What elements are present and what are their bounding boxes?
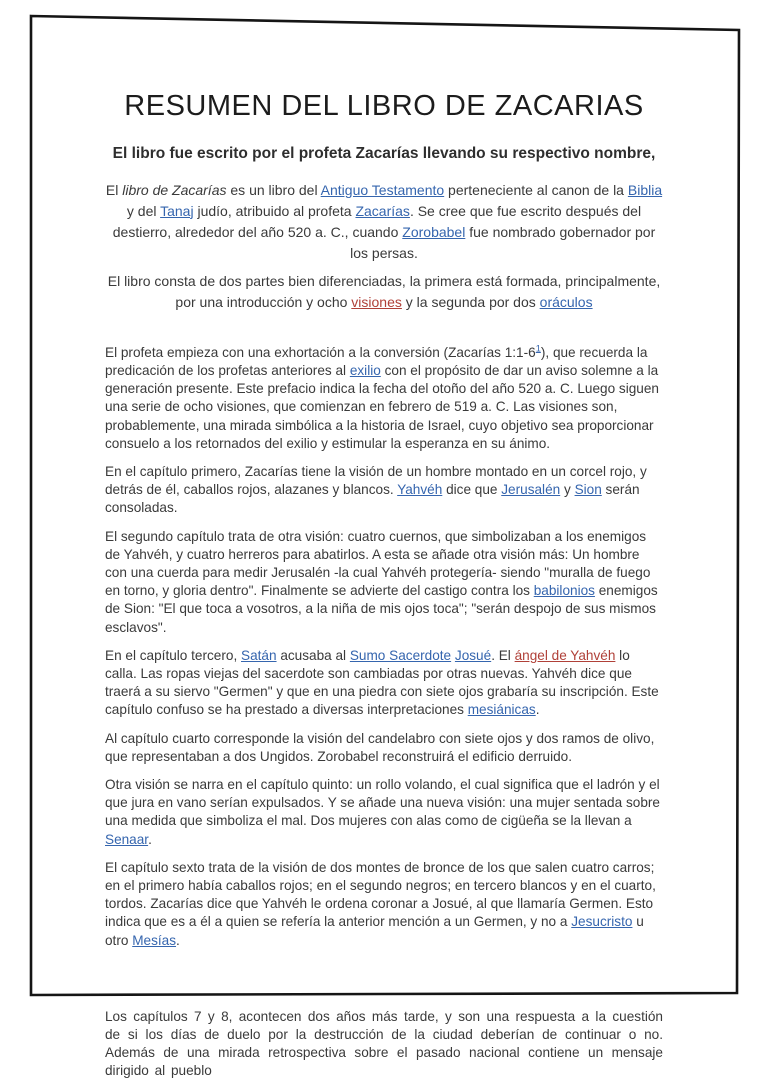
inline-link[interactable]: Zorobabel [402, 223, 466, 240]
inline-link[interactable]: 1 [535, 343, 541, 354]
document-content [105, 90, 663, 1091]
text-run: enemigos de Sion: "El que toca a vosotros, a la niña de mis ojos toca"; "serán despojo de sus mismos esclavos". [105, 583, 658, 635]
inline-link[interactable]: oráculos [539, 293, 593, 310]
text-run: . Se cree que fue escrito después del destierro, alrededor del año 520 a. C., cuando [112, 202, 642, 240]
text-run: es un libro del [226, 181, 321, 198]
paragraph [105, 859, 663, 950]
text-run: El segundo capítulo trata de otra visión: cuatro cuernos, que simbolizaban a los enemigos de Yahvéh, y cuatro herreros para abatirlos. A esta se añade otra visión más: Un hombre con una cuerda para medir Jerusalén -la cual Yahvéh protegería- siendo "muralla de fuego en torno, y gloria dentro". Finalmente se advierte del castigo contra los [105, 528, 651, 599]
text-run: ), que recuerda la predicación de los profetas anteriores al [105, 344, 648, 378]
text-run: Los capítulos 7 y 8, acontecen dos años más tarde, y son una respuesta a la cuestión de si los días de duelo por la destrucción de la ciudad deberían de continuar o no. Además de una mirada retrospectiva sobre el pasado nacional contiene un mensaje dirigido al pueblo [105, 1008, 663, 1079]
inline-link[interactable]: Josué [454, 647, 492, 663]
text-run: . [148, 831, 152, 847]
paragraph [105, 647, 663, 720]
inline-link[interactable]: Zacarías [355, 202, 410, 219]
inline-link[interactable]: ángel de Yahvéh [514, 647, 616, 663]
paragraph [105, 180, 663, 264]
inline-link[interactable]: visiones [351, 293, 402, 310]
paragraph [105, 271, 663, 313]
text-run: con el propósito de dar un aviso solemne a la generación presente. Este prefacio indica la fecha del otoño del año 520 a. C. Luego siguen una serie de ocho visiones, que comienzan en febrero de 519 a. C. Las visiones son, probablemente, una mirada simbólica a la historia de Israel, cuyo objetivo sea proporcionar consuelo a los retornados del exilio y estimular la esperanza en su ánimo. [105, 362, 659, 451]
text-run: acusaba al [276, 647, 350, 663]
text-run: En el capítulo primero, Zacarías tiene la visión de un hombre montado en un corcel rojo, y detrás de él, caballos rojos, alazanes y blancos. [105, 463, 647, 498]
text-run: El capítulo sexto trata de la visión de dos montes de bronce de los que salen cuatro carros; en el primero había caballos rojos; en el segundo negros; en tercero blancos y en el cuarto, tordos. Zacarías dice que Yahvéh le ordena coronar a Josué, al que llamaría Germen. Esto indica que es a él a quien se refería la anterior mención a un Germen, y no a [105, 859, 656, 930]
text-run: Otra visión se narra en el capítulo quinto: un rollo volando, el cual significa que el ladrón y el que jura en vano serían expulsados. Y se añade una nueva visión: una mujer sentada sobre una medida que simboliza el mal. Dos mujeres con alas como de cigüeña se la llevan a [105, 776, 660, 829]
text-run: El [105, 181, 123, 198]
inline-link[interactable]: Sumo Sacerdote [349, 647, 452, 663]
inline-link[interactable]: babilonios [533, 583, 595, 599]
paragraph [105, 344, 663, 453]
text-run: judío, atribuido al profeta [193, 202, 356, 219]
text-run: perteneciente al canon de la [444, 181, 628, 198]
paragraph [105, 463, 663, 518]
text-run: El libro consta de dos partes bien diferenciadas, la primera está formada, principalmente, por una introducción y ocho [107, 272, 661, 310]
paragraph [105, 1008, 663, 1081]
document-subtitle: El libro fue escrito por el profeta Zacarías llevando su respectivo nombre, [112, 145, 656, 163]
paragraph [105, 776, 663, 849]
inline-link[interactable]: Satán [241, 647, 277, 663]
text-run: . [176, 932, 180, 948]
text-run: lo calla. Las ropas viejas del sacerdote son cambiadas por otras nuevas. Yahvéh dice que traerá a su siervo "Germen" y que en una piedra con siete ojos grabaría su inscripción. Este capítulo confuso se ha prestado a diversas interpretaciones [105, 647, 659, 718]
paragraph [105, 528, 663, 637]
paragraph [105, 730, 663, 766]
inline-link[interactable]: exilio [349, 362, 381, 378]
inline-link[interactable]: Jesucristo [571, 914, 633, 930]
text-run: serán consoladas. [105, 482, 640, 516]
inline-link[interactable]: mesiánicas [467, 702, 536, 718]
inline-link[interactable]: Antiguo Testamento [320, 181, 445, 198]
text-run: El profeta empieza con una exhortación a la conversión (Zacarías 1:1-6 [105, 344, 536, 360]
paragraph-list [105, 180, 663, 1081]
inline-link[interactable]: Sion [574, 482, 602, 498]
inline-link[interactable]: Senaar [105, 831, 149, 847]
inline-link[interactable]: Mesías [132, 932, 177, 948]
inline-link[interactable]: Jerusalén [501, 482, 561, 498]
text-run: y [560, 482, 575, 498]
inline-link[interactable]: Biblia [627, 181, 663, 198]
text-run: . El [491, 647, 515, 663]
text-run: fue nombrado gobernador por los persas. [350, 223, 656, 261]
text-run: . [535, 702, 540, 718]
text-run: y del [126, 202, 161, 219]
text-run: En el capítulo tercero, [105, 647, 242, 663]
text-run: Al capítulo cuarto corresponde la visión del candelabro con siete ojos y dos ramos de olivo, que representaban a dos Ungidos. Zorobabel reconstruirá el edificio derruido. [105, 730, 655, 764]
inline-link[interactable]: Yahvéh [397, 482, 443, 498]
text-run: y la segunda por dos [401, 293, 540, 310]
text-run: libro de Zacarías [122, 181, 227, 198]
text-run: u otro [105, 914, 644, 948]
text-run: dice que [442, 482, 502, 498]
inline-link[interactable]: Tanaj [160, 202, 194, 219]
document-title: RESUMEN DEL LIBRO DE ZACARIAS [124, 90, 644, 122]
